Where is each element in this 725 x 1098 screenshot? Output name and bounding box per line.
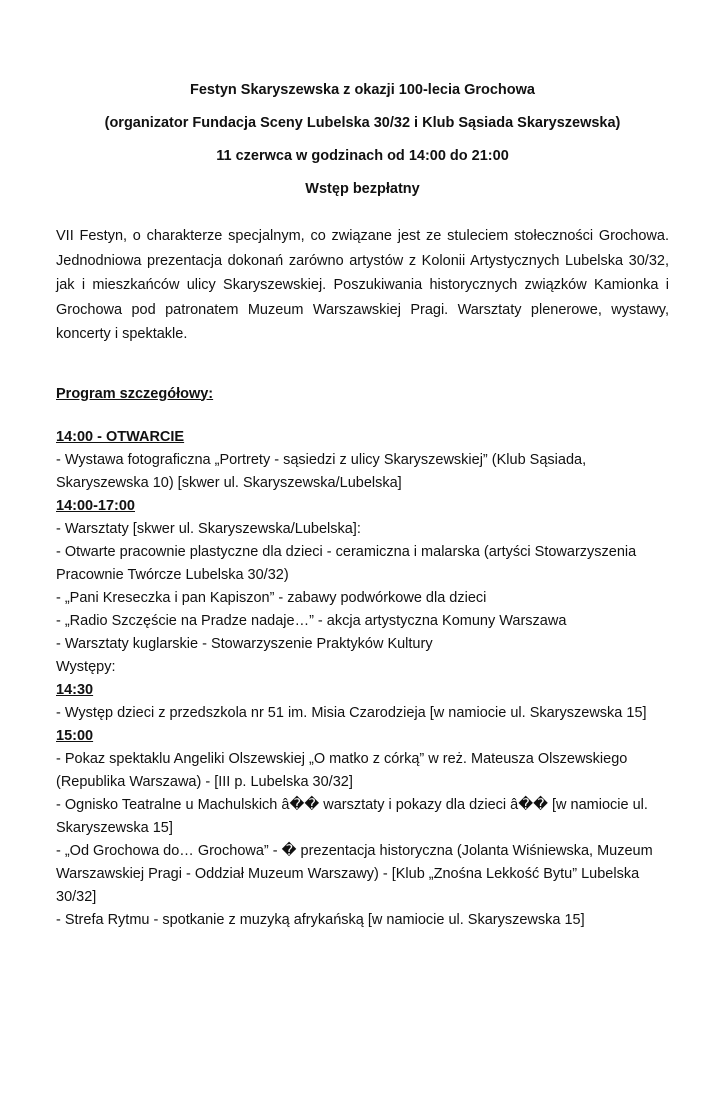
program-title: Program szczegółowy: bbox=[56, 385, 214, 402]
event-organizer: (organizator Fundacja Sceny Lubelska 30/32 i Klub Sąsiada Skaryszewska) bbox=[104, 115, 621, 131]
program-entry: - „Radio Szczęście na Pradze nadaje…” - akcja artystyczna Komuny Warszawa bbox=[56, 612, 567, 629]
program-time-heading: 14:00-17:00 bbox=[56, 497, 135, 514]
event-title: Festyn Skaryszewska z okazji 100-lecia Grochowa bbox=[190, 82, 535, 98]
program-entry: - Warsztaty kuglarskie - Stowarzyszenie Praktyków Kultury bbox=[56, 635, 433, 652]
program-time-heading: 14:00 - OTWARCIE bbox=[56, 428, 185, 445]
program-entry: - Strefa Rytmu - spotkanie z muzyką afrykańską [w namiocie ul. Skaryszewska 15] bbox=[56, 911, 585, 928]
event-entry: Wstęp bezpłatny bbox=[305, 181, 420, 197]
program-entry: Występy: bbox=[56, 658, 116, 675]
program-entry: - Występ dzieci z przedszkola nr 51 im. Misia Czarodzieja [w namiocie ul. Skaryszewska 15] bbox=[56, 704, 647, 721]
program-entry: - Wystawa fotograficzna „Portrety - sąsiedzi z ulicy Skaryszewskiej” (Klub Sąsiada, Skaryszewska 10) [skwer ul. Skaryszewska/Lubelska] bbox=[56, 451, 587, 491]
program-entry: - „Pani Kreseczka i pan Kapiszon” - zabawy podwórkowe dla dzieci bbox=[56, 589, 487, 606]
program-entry: - Pokaz spektaklu Angeliki Olszewskiej „O matko z córką” w reż. Mateusza Olszewskiego (Republika Warszawa) - [III p. Lubelska 30/32] bbox=[56, 750, 628, 790]
event-date: 11 czerwca w godzinach od 14:00 do 21:00 bbox=[216, 148, 509, 164]
document-page bbox=[0, 74, 725, 1098]
program-entry: - Ognisko Teatralne u Machulskich â�� warsztaty i pokazy dla dzieci â�� [w namiocie ul. Skaryszewska 15] bbox=[56, 796, 648, 836]
program-entry: - Otwarte pracownie plastyczne dla dzieci - ceramiczna i malarska (artyści Stowarzyszenia Pracownie Twórcze Lubelska 30/32) bbox=[56, 543, 637, 583]
program-entry: - Warsztaty [skwer ul. Skaryszewska/Lubelska]: bbox=[56, 520, 361, 537]
intro-paragraph: VII Festyn, o charakterze specjalnym, co związane jest ze stuleciem stołeczności Grochowa. Jednodniowa prezentacja dokonań zarówno artystów z Kolonii Artystycznych Lubelska 30/32, jak i mieszkańców ulicy Skaryszewskiej. Poszukiwania historycznych związków Kamionka i Grochowa pod patronatem Muzeum Warszawskiej Pragi. Warsztaty plenerowe, wystawy, koncerty i spektakle. bbox=[56, 228, 669, 342]
program-list bbox=[56, 426, 669, 932]
program-time-heading: 15:00 bbox=[56, 727, 94, 744]
document-header bbox=[56, 74, 669, 206]
program-entry: - „Od Grochowa do… Grochowa” - � prezentacja historyczna (Jolanta Wiśniewska, Muzeum Warszawskiej Pragi - Oddział Muzeum Warszawy) - [Klub „Znośna Lekkość Bytu” Lubelska 30/32] bbox=[56, 842, 653, 905]
program-time-heading: 14:30 bbox=[56, 681, 94, 698]
